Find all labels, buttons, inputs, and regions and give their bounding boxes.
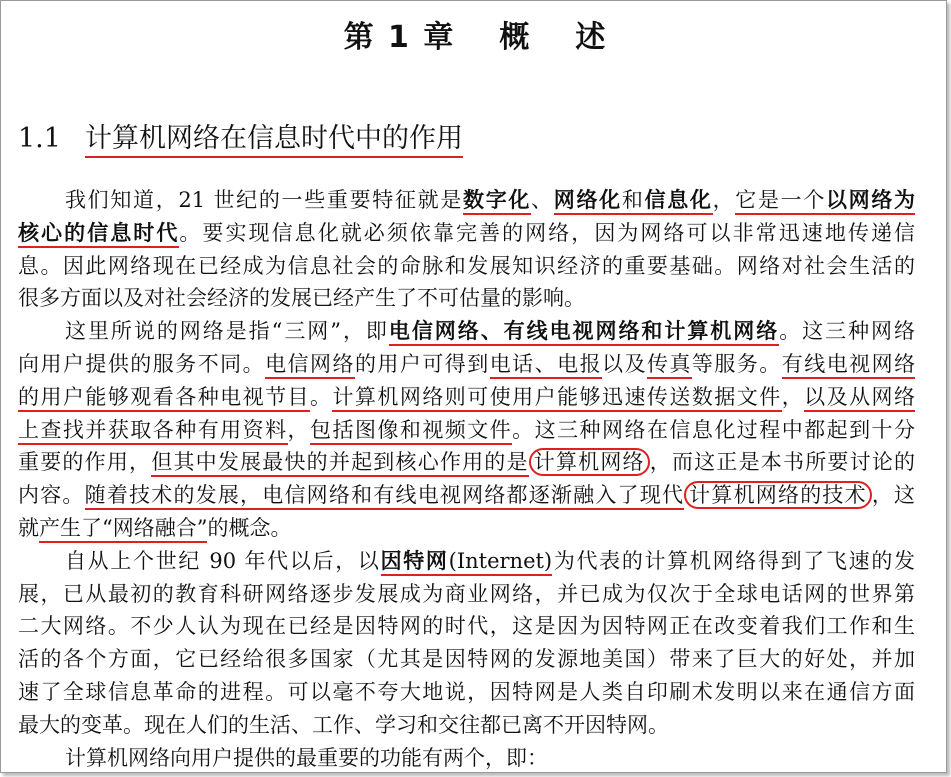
text-segment: 息。因此网络现在已经成为信息社会的命脉和发展知识经济的重要基础。网络对社会生活的 (18, 253, 915, 278)
text-line (18, 381, 915, 414)
underlined-text: 包括图像和视频文件 (310, 418, 512, 445)
text-segment: 。这三种网络 (779, 319, 916, 344)
text-segment: 这里所说的网络是指“三网”，即 (65, 319, 389, 344)
text-line (18, 742, 915, 775)
text-segment: 。这三种网络在信息化过程中都起到十分 (512, 417, 916, 442)
text-line (18, 217, 915, 250)
text-line (18, 315, 915, 348)
text-line (18, 578, 915, 611)
underlined-text: 电话、 (490, 352, 557, 379)
underlined-text: 因特网 (381, 548, 449, 576)
text-line (18, 709, 915, 742)
underlined-text: 以网络为 (826, 187, 915, 215)
section-number: 1.1 (18, 123, 61, 154)
circled-text: 计算机网络的技术 (684, 481, 872, 509)
text-line (18, 512, 915, 545)
underlined-text: 以及从网络 (804, 385, 915, 412)
chapter-word-1: 概 (499, 20, 532, 55)
text-line (18, 610, 915, 643)
section-title: 计算机网络在信息时代中的作用 (85, 123, 463, 158)
text-segment: 等服务。 (691, 351, 782, 376)
text-segment: 我们知道，21 世纪的一些重要特征就是 (65, 188, 464, 212)
underlined-text: 但其中发展最快的并起到核心作用的是 (151, 450, 529, 477)
text-line (18, 282, 915, 315)
underlined-text: 网络化 (554, 187, 622, 215)
text-segment: 为代表的计算机网络得到了飞速的发 (552, 548, 916, 573)
section-heading (18, 116, 463, 155)
text-line (18, 348, 915, 381)
underlined-text: 电信网络 (265, 352, 355, 379)
text-segment: 的用户可得到 (354, 351, 490, 376)
underlined-text: 和 (622, 188, 645, 215)
text-segment: 重要的作用， (18, 450, 152, 475)
text-line (18, 184, 915, 217)
text-segment: 活的各个方面，它已经给很多国家（尤其是因特网的发源地美国）带来了巨大的好处，并加 (18, 647, 915, 672)
text-line (18, 676, 915, 709)
chapter-number: 第 1 章 (343, 20, 456, 55)
text-segment: 速了全球信息革命的进程。可以毫不夸大地说，因特网是人类自印刷术发明以来在通信方面 (18, 679, 915, 704)
underlined-text: 产生了“网络融合” (39, 516, 207, 543)
text-segment: 就 (18, 515, 39, 540)
text-line (18, 479, 915, 512)
text-segment: 以及 (602, 351, 647, 376)
underlined-text: (Internet) (449, 549, 553, 576)
body-text (18, 184, 915, 774)
text-line (18, 414, 915, 447)
text-segment: 展，已从最初的教育科研网络逐步发展成为商业网络，并已成为仅次于全球电话网的世界第 (18, 581, 915, 606)
text-segment: 、 (531, 188, 554, 212)
circled-text: 计算机网络 (529, 448, 650, 476)
text-segment: ， (712, 188, 736, 212)
text-segment: 向用户提供的服务不同。 (18, 351, 266, 376)
underlined-text: 计算机网络则可使用户能够迅速传送数据文件 (332, 385, 781, 412)
text-segment: ， (781, 384, 805, 409)
text-line (18, 545, 915, 578)
underlined-text: 信息化 (645, 187, 713, 215)
text-segment: 很多方面以及对社会经济的发展已经产生了不可估量的影响。 (18, 286, 585, 311)
text-line (18, 250, 915, 283)
underlined-text: 电信网络、有线电视网络和计算机网络 (389, 318, 779, 346)
text-segment: ，而这正是本书所要讨论的 (649, 450, 916, 475)
underlined-text: 随着技术的发展，电信网络和有线电视网络都逐渐融入了现代 (85, 483, 685, 510)
text-segment: 自从上个世纪 90 年代以后，以 (65, 548, 381, 573)
underlined-text: 的用户能够观看各种电视节目 (18, 385, 310, 412)
chapter-title (0, 12, 951, 56)
text-segment: 二大网络。不少人认为现在已经是因特网的时代，这是因为因特网正在改变着我们工作和生 (18, 614, 915, 639)
chapter-word-2: 述 (575, 20, 608, 55)
underlined-text: 电报 (557, 352, 602, 379)
underlined-text: 有线电视网络 (782, 352, 915, 379)
text-segment: 内容。 (18, 483, 85, 508)
text-segment: ，这 (871, 483, 916, 508)
underlined-text: 上查找并获取各种有用资料 (18, 418, 288, 445)
text-segment: ， (287, 417, 311, 442)
underlined-text: 它是一个 (735, 188, 826, 215)
text-segment: 的概念。 (207, 515, 292, 540)
text-line (18, 643, 915, 676)
text-segment: 。 (310, 384, 333, 409)
underlined-text: 传真 (647, 352, 692, 379)
text-segment: 。要实现信息化就必须依靠完善的网络，因为网络可以非常迅速地传递信 (179, 220, 916, 245)
text-segment: 最大的变革。现在人们的生活、工作、学习和交往都已离不开因特网。 (18, 712, 669, 737)
text-line (18, 446, 915, 479)
text-segment: 计算机网络向用户提供的最重要的功能有两个，即： (65, 745, 548, 770)
underlined-text: 核心的信息时代 (18, 220, 179, 248)
underlined-text: 数字化 (463, 187, 531, 215)
